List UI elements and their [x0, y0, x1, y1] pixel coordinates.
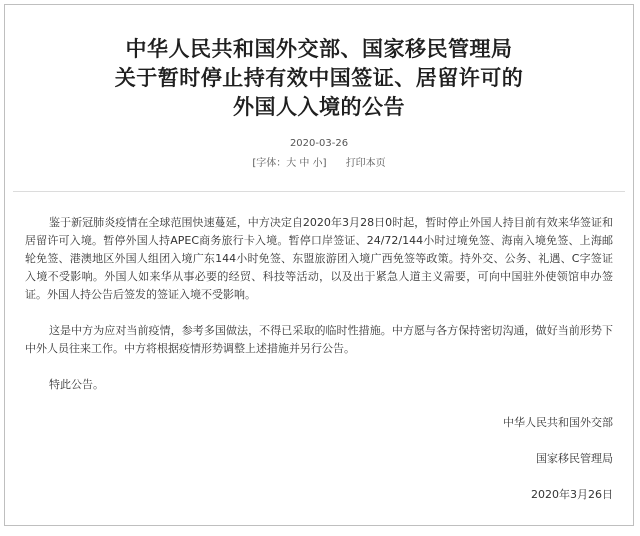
announcement-page [4, 4, 634, 526]
font-size-small-link[interactable]: 小 [312, 158, 323, 169]
page-title [5, 35, 633, 122]
signature-block [5, 414, 613, 504]
font-size-bracket-close: ] [322, 158, 327, 169]
header-divider [13, 191, 625, 192]
signatory-mfa: 中华人民共和国外交部 [503, 416, 613, 429]
title-line-2: 关于暂时停止持有效中国签证、居留许可的 [114, 66, 524, 90]
font-size-label: [字体： [252, 158, 287, 169]
title-line-1: 中华人民共和国外交部、国家移民管理局 [125, 37, 513, 61]
font-size-large-link[interactable]: 大 [286, 158, 297, 169]
publish-date: 2020-03-26 [289, 138, 349, 149]
title-line-3: 外国人入境的公告 [233, 95, 405, 119]
print-page-link[interactable]: 打印本页 [345, 158, 386, 169]
article-tools [5, 157, 633, 171]
body-paragraph-2: 这是中方为应对当前疫情，参考多国做法，不得已采取的临时性措施。中方愿与各方保持密切沟通，做好当前形势下中外人员往来工作。中方将根据疫情形势调整上述措施并另行公告。 [25, 324, 613, 355]
body-paragraph-1: 鉴于新冠肺炎疫情在全球范围快速蔓延，中方决定自2020年3月28日0时起，暂时停止外国人持目前有效来华签证和居留许可入境。暂停外国人持APEC商务旅行卡入境。暂停口岸签证、24/72/144小时过境免签、海南入境免签、上海邮轮免签、港澳地区外国人组团入境广东144小时免签、东盟旅游团入境广西免签等政策。持外交、公务、礼遇、C字签证入境不受影响。外国人如来华从事必要的经贸、科技等活动，以及出于紧急人道主义需要，可向中国驻外使领馆申办签证。外国人持公告后签发的签证入境不受影响。 [25, 216, 613, 301]
font-size-medium-link[interactable]: 中 [299, 158, 310, 169]
signature-date: 2020年3月26日 [531, 488, 613, 501]
body-paragraph-closing: 特此公告。 [49, 378, 104, 391]
signatory-nia: 国家移民管理局 [536, 452, 613, 465]
announcement-body [25, 214, 613, 394]
